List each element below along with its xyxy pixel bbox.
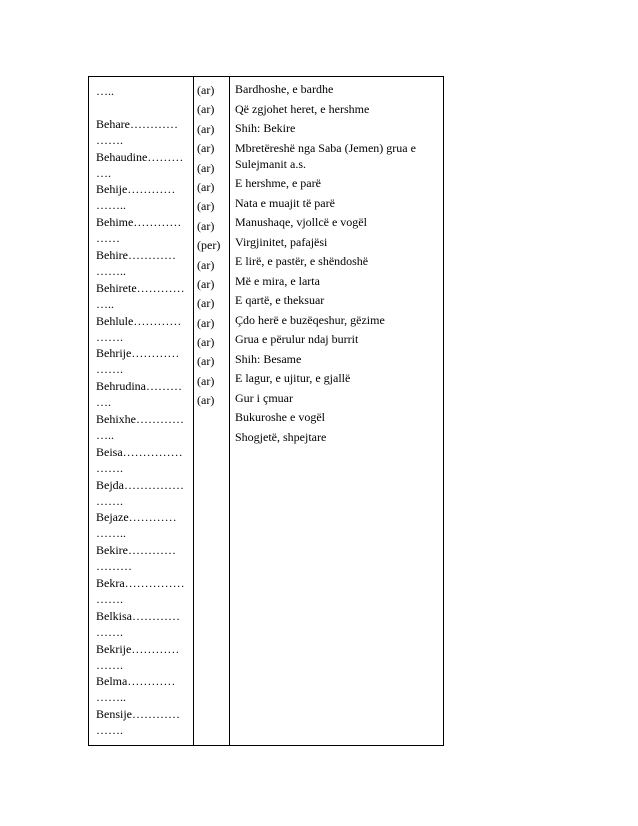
meaning-text: Shogjetë, shpejtare (235, 429, 327, 444)
origin-label: (ar) (197, 315, 215, 330)
origin-label: (ar) (197, 354, 215, 369)
name-entry: Bekire………… ……… (96, 543, 176, 574)
name-entry: Behrije………… ……. (96, 346, 180, 377)
name-entry: Bekra…………… ……. (96, 575, 185, 606)
origin-label: (ar) (197, 179, 215, 194)
origin-label: (ar) (197, 102, 215, 117)
origin-label: (ar) (197, 335, 215, 350)
name-entry: Bekrije………… ……. (96, 641, 180, 672)
origin-label: (ar) (197, 373, 215, 388)
name-entry: Behixhe………… ….. (96, 411, 184, 442)
name-entry: Belkisa………… ……. (96, 608, 180, 639)
names-table (88, 76, 444, 746)
meaning-text: Grua e përulur ndaj burrit (235, 332, 359, 346)
column-divider (193, 77, 194, 745)
meaning-text: E lagur, e ujitur, e gjallë (235, 371, 351, 385)
meaning-text: Bukuroshe e vogël (235, 410, 325, 424)
origin-label: (ar) (197, 393, 215, 408)
name-entry: Behaudine……… …. (96, 149, 184, 180)
meaning-text: Çdo herë e buzëqeshur, gëzime (235, 312, 385, 327)
name-entry: Bensije………… ……. (96, 707, 180, 738)
origin-label: (ar) (197, 218, 215, 233)
name-entry: Bejda…………… ……. (96, 477, 184, 508)
meaning-text: Shih: Besame (235, 351, 302, 366)
origin-label: (per) (197, 238, 221, 253)
meaning-text: E qartë, e theksuar (235, 293, 325, 307)
meaning-text: E lirë, e pastër, e shëndoshë (235, 254, 369, 268)
origin-column (197, 81, 229, 411)
name-entry: Behime………… …… (96, 215, 182, 246)
name-entry: Behrudina……… …. (96, 379, 182, 410)
meaning-text: Shih: Bekire (235, 121, 296, 135)
origin-label: (ar) (197, 257, 215, 272)
name-entry: ….. (96, 84, 114, 98)
origin-label: (ar) (197, 121, 215, 136)
names-column (96, 83, 192, 739)
origin-label: (ar) (197, 276, 215, 291)
name-entry: Behlule………… ……. (96, 313, 182, 344)
origin-label: (ar) (197, 160, 215, 175)
name-entry: Behire………… …….. (96, 247, 176, 278)
origin-label: (ar) (197, 296, 215, 311)
name-entry: Behije………… …….. (96, 182, 176, 213)
meaning-text: Që zgjohet heret, e hershme (235, 101, 370, 116)
name-entry: Behare………… ……. (96, 116, 178, 147)
origin-label: (ar) (197, 141, 215, 156)
meaning-text: Virgjinitet, pafajësi (235, 234, 328, 249)
meaning-text: Bardhoshe, e bardhe (235, 82, 334, 96)
name-entry: Belma………… …….. (96, 674, 176, 705)
name-entry: Bejaze………… …….. (96, 510, 177, 541)
column-divider (229, 77, 230, 745)
name-entry: Beisa…………… ……. (96, 444, 183, 475)
meaning-column (235, 81, 440, 448)
meaning-text: Më e mira, e larta (235, 273, 320, 288)
meaning-text: Nata e muajit të parë (235, 195, 335, 210)
meaning-text: Gur i çmuar (235, 390, 293, 405)
meaning-text: Mbretëreshë nga Saba (Jemen) grua e Sulejmanit a.s. (235, 140, 416, 171)
origin-label: (ar) (197, 83, 215, 97)
origin-label: (ar) (197, 199, 215, 214)
meaning-text: Manushaqe, vjollcë e vogël (235, 215, 367, 229)
name-entry: Behirete………… ….. (96, 280, 185, 311)
meaning-text: E hershme, e parë (235, 176, 321, 190)
